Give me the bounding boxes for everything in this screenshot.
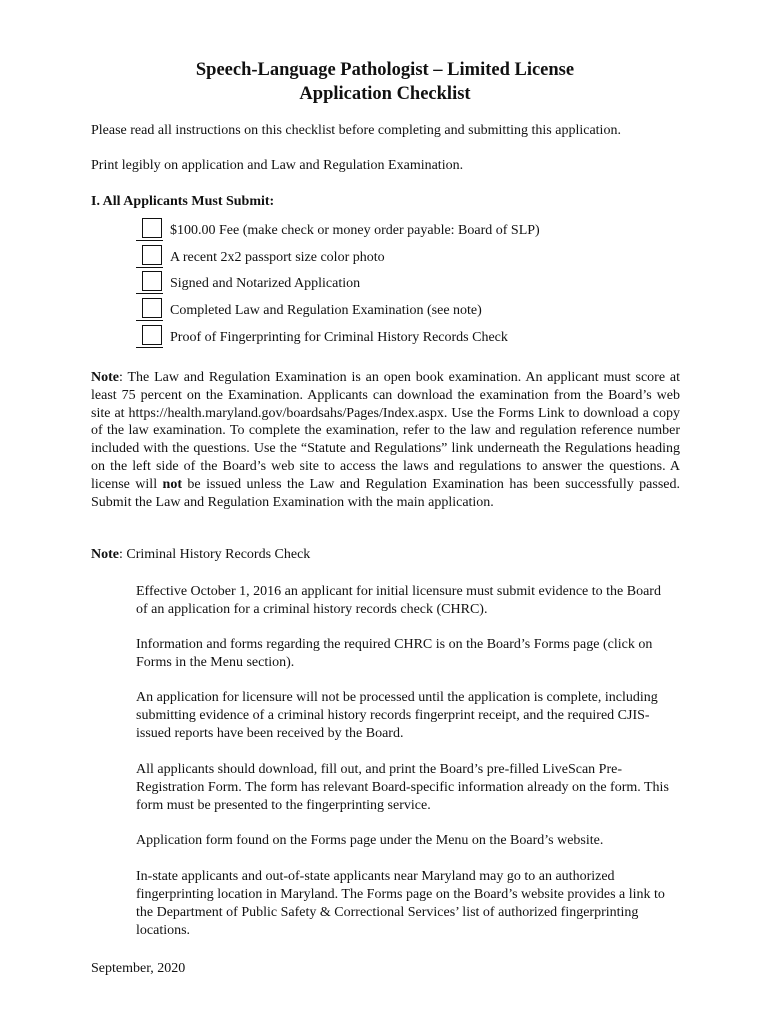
note-heading-text: : Criminal History Records Check <box>119 547 311 562</box>
intro-read-instructions: Please read all instructions on this checklist before completing and submitting this application. <box>91 123 621 138</box>
checkbox[interactable] <box>142 245 162 265</box>
checkbox[interactable] <box>142 271 162 291</box>
chrc-paragraph-forms-info: Information and forms regarding the required CHRC is on the Board’s Forms page (click on Forms in the Menu section). <box>136 637 653 670</box>
chrc-paragraph-application-form: Application form found on the Forms page under the Menu on the Board’s website. <box>136 833 604 848</box>
note-text: : The Law and Regulation Examination is an open book examination. An applicant must score at least 75 percent on the Examination. Applicants can download the examination from the Board’s web site at https://health.maryland.gov/boardsahs/Pages/Index.aspx. Use the Forms Link to download a copy of the law examination. To complete the examination, refer to the law and regulation reference number included with the questions. Use the “Statute and Regulations” link underneath the Regulations heading on the left side of the Board’s web site to access the laws and regulations to answer the questions. A license will <box>91 370 680 492</box>
chrc-paragraph-processing: An application for licensure will not be processed until the application is complete, including submitting evidence of a criminal history records fingerprint receipt, and the required CJIS-issued reports have been received by the Board. <box>136 690 658 741</box>
section-heading-all-applicants: I. All Applicants Must Submit: <box>91 194 275 209</box>
checklist-item-label: Completed Law and Regulation Examination (see note) <box>170 303 482 318</box>
note-label: Note <box>91 370 119 385</box>
note-text-continued: be issued unless the Law and Regulation Examination has been successfully passed. Submit the Law and Regulation Examination with the main application. <box>91 476 680 510</box>
note-label: Note <box>91 547 119 562</box>
checkbox[interactable] <box>142 298 162 318</box>
intro-print-legibly: Print legibly on application and Law and Regulation Examination. <box>91 158 464 173</box>
chrc-paragraph-livescan: All applicants should download, fill out, and print the Board’s pre-filled LiveScan Pre-Registration Form. The form has relevant Board-specific information already on the form. This form must be presented to the fingerprinting service. <box>136 762 669 813</box>
checklist-item-label: A recent 2x2 passport size color photo <box>170 250 385 265</box>
document-title: Speech-Language Pathologist – Limited License <box>195 60 575 80</box>
chrc-note-heading <box>91 546 681 564</box>
checkbox[interactable] <box>142 218 162 238</box>
checklist-item-label: Signed and Notarized Application <box>170 276 361 291</box>
note-emphasis: not <box>162 476 182 492</box>
chrc-paragraph-effective-date: Effective October 1, 2016 an applicant for initial licensure must submit evidence to the Board of an application for a criminal history records check (CHRC). <box>136 584 661 617</box>
chrc-paragraph-in-state: In-state applicants and out-of-state applicants near Maryland may go to an authorized fingerprinting location in Maryland. The Forms page on the Board’s website provides a link to the Department of Public Safety & Correctional Services’ list of authorized fingerprinting locations. <box>136 869 665 938</box>
footer-date: September, 2020 <box>91 961 186 976</box>
document-subtitle: Application Checklist <box>299 84 471 104</box>
checklist-item-label: $100.00 Fee (make check or money order payable: Board of SLP) <box>170 223 540 238</box>
checkbox[interactable] <box>142 325 162 345</box>
law-exam-note <box>91 369 680 511</box>
checklist-item-label: Proof of Fingerprinting for Criminal History Records Check <box>170 330 508 345</box>
